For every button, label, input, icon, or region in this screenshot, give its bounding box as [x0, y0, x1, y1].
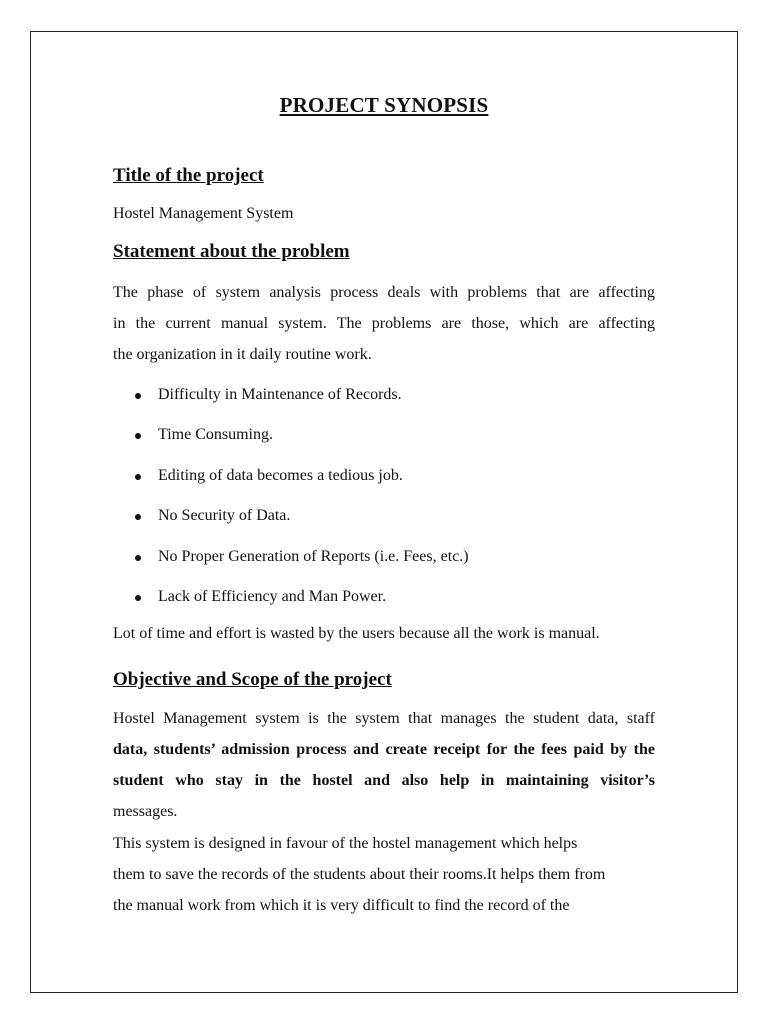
statement-intro-line: the organization in it daily routine work.	[113, 346, 372, 363]
list-item	[113, 383, 655, 423]
heading-title-of-project: Title of the project	[113, 165, 264, 186]
statement-intro-line: in the current manual system. The problems are those, which are affecting	[113, 315, 655, 332]
project-title-text	[113, 198, 655, 229]
heading-objective: Objective and Scope of the project	[113, 669, 392, 690]
list-item-text: No Security of Data.	[158, 507, 291, 525]
project-title-line: Hostel Management System	[113, 205, 294, 222]
list-item-text: Editing of data becomes a tedious job.	[158, 466, 403, 484]
objective-line: them to save the records of the students about their rooms.It helps them from	[113, 866, 606, 883]
list-item-text: Time Consuming.	[158, 426, 273, 444]
bullet-icon	[135, 474, 141, 480]
list-item	[113, 545, 655, 585]
objective-line: data, students’ admission process and create receipt for the fees paid by the	[113, 741, 655, 758]
problem-list	[113, 383, 655, 625]
bullet-icon	[135, 433, 141, 439]
document-title: PROJECT SYNOPSIS	[279, 93, 489, 117]
bullet-icon	[135, 555, 141, 561]
objective-line: Hostel Management system is the system that manages the student data, staff	[113, 710, 655, 727]
statement-closing	[113, 618, 655, 649]
objective-line: student who stay in the hostel and also help in maintaining visitor’s	[113, 772, 655, 789]
statement-intro	[113, 277, 655, 370]
objective-paragraph-1	[113, 703, 655, 827]
heading-statement: Statement about the problem	[113, 241, 350, 262]
list-item	[113, 423, 655, 463]
bullet-icon	[135, 393, 141, 399]
bullet-icon	[135, 595, 141, 601]
objective-line: the manual work from which it is very difficult to find the record of the	[113, 897, 570, 914]
list-item	[113, 504, 655, 544]
statement-closing-line: Lot of time and effort is wasted by the users because all the work is manual.	[113, 625, 600, 642]
objective-paragraph-2	[113, 828, 655, 921]
list-item-text: Lack of Efficiency and Man Power.	[158, 587, 387, 605]
list-item-text: No Proper Generation of Reports (i.e. Fees, etc.)	[158, 547, 469, 565]
list-item	[113, 464, 655, 504]
bullet-icon	[135, 514, 141, 520]
objective-line: This system is designed in favour of the hostel management which helps	[113, 835, 578, 852]
list-item-text: Difficulty in Maintenance of Records.	[158, 386, 402, 403]
objective-line: messages.	[113, 803, 178, 820]
statement-intro-line: The phase of system analysis process deals with problems that are affecting	[113, 284, 655, 301]
